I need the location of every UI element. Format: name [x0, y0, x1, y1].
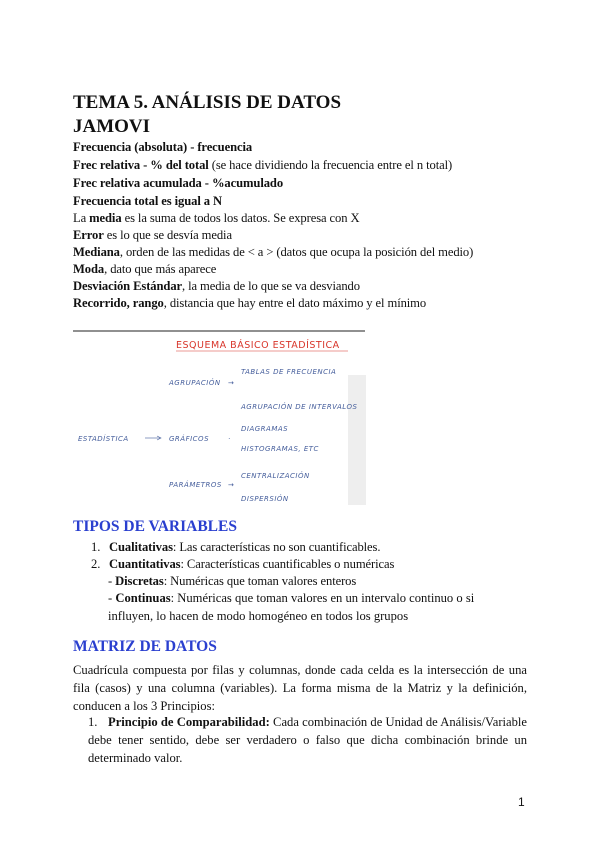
definition-error: Error es lo que se desvía media — [73, 228, 232, 242]
definition-frec-relativa: Frec relativa - % del total (se hace dividiendo la frecuencia entre el n total) — [73, 158, 453, 172]
arrow-graficos: · — [228, 435, 231, 443]
subitem-continuas: - Continuas: Numéricas que toman valores en un intervalo continuo o si influyen, lo hacen de modo homogéneo en todos los grupos — [108, 591, 475, 623]
node-tablas: TABLAS DE FRECUENCIA — [241, 368, 337, 376]
page-title: TEMA 5. ANÁLISIS DE DATOS — [73, 92, 342, 113]
matriz-paragraph: Cuadrícula compuesta por filas y columnas, donde cada celda es la intersección de una fila (casos) y una columna (variables). La forma misma de la Matriz y la definición, conducen a los 3 Principios: — [73, 663, 527, 713]
esquema-diagram — [73, 325, 373, 510]
definition-mediana: Mediana, orden de las medidas de < a > (datos que ocupa la posición del medio) — [73, 245, 474, 259]
section-matriz-heading: MATRIZ DE DATOS — [73, 638, 217, 655]
page-subtitle: JAMOVI — [73, 116, 151, 137]
diagram-title: ESQUEMA BÁSICO ESTADÍSTICA — [176, 340, 340, 351]
definition-media: La media es la suma de todos los datos. Se expresa con X — [73, 211, 360, 225]
page-number: 1 — [518, 795, 525, 809]
definition-frecuencia-total: Frecuencia total es igual a N — [73, 194, 223, 208]
subitem-discretas: - Discretas: Numéricas que toman valores enteros — [108, 574, 357, 588]
arrow-agrupacion: → — [228, 379, 235, 387]
definition-desviacion: Desviación Estándar, la media de lo que se va desviando — [73, 279, 360, 293]
node-parametros: PARÁMETROS — [169, 481, 222, 489]
list-item: 2. Cuantitativas: Características cuantificables o numéricas — [91, 557, 395, 571]
definition-frec-acumulada: Frec relativa acumulada - %acumulado — [73, 176, 284, 190]
list-item: 1. Cualitativas: Las características no son cuantificables. — [91, 540, 381, 554]
node-dispersion: DISPERSIÓN — [241, 495, 289, 503]
watermark-shape — [348, 375, 366, 505]
definition-frecuencia: Frecuencia (absoluta) - frecuencia — [73, 140, 253, 154]
node-graficos: GRÁFICOS — [169, 435, 210, 443]
node-intervalos: AGRUPACIÓN DE INTERVALOS — [241, 403, 358, 411]
arrow-parametros: → — [228, 481, 235, 489]
definition-recorrido: Recorrido, rango, distancia que hay entre el dato máximo y el mínimo — [73, 296, 427, 310]
node-histogramas: HISTOGRAMAS, ETC — [241, 445, 319, 453]
definition-moda: Moda, dato que más aparece — [73, 262, 217, 276]
section-tipos-heading: TIPOS DE VARIABLES — [73, 518, 237, 535]
node-estadistica: ESTADÍSTICA — [78, 435, 129, 443]
principio-item: 1. Principio de Comparabilidad: Cada combinación de Unidad de Análisis/Variable debe tener sentido, debe ser verdadero o falso que dicha combinación brinde un determinado valor. — [88, 715, 528, 765]
node-agrupacion: AGRUPACIÓN — [169, 379, 221, 387]
node-centralizacion: CENTRALIZACIÓN — [241, 472, 310, 480]
node-diagramas: DIAGRAMAS — [241, 425, 289, 433]
